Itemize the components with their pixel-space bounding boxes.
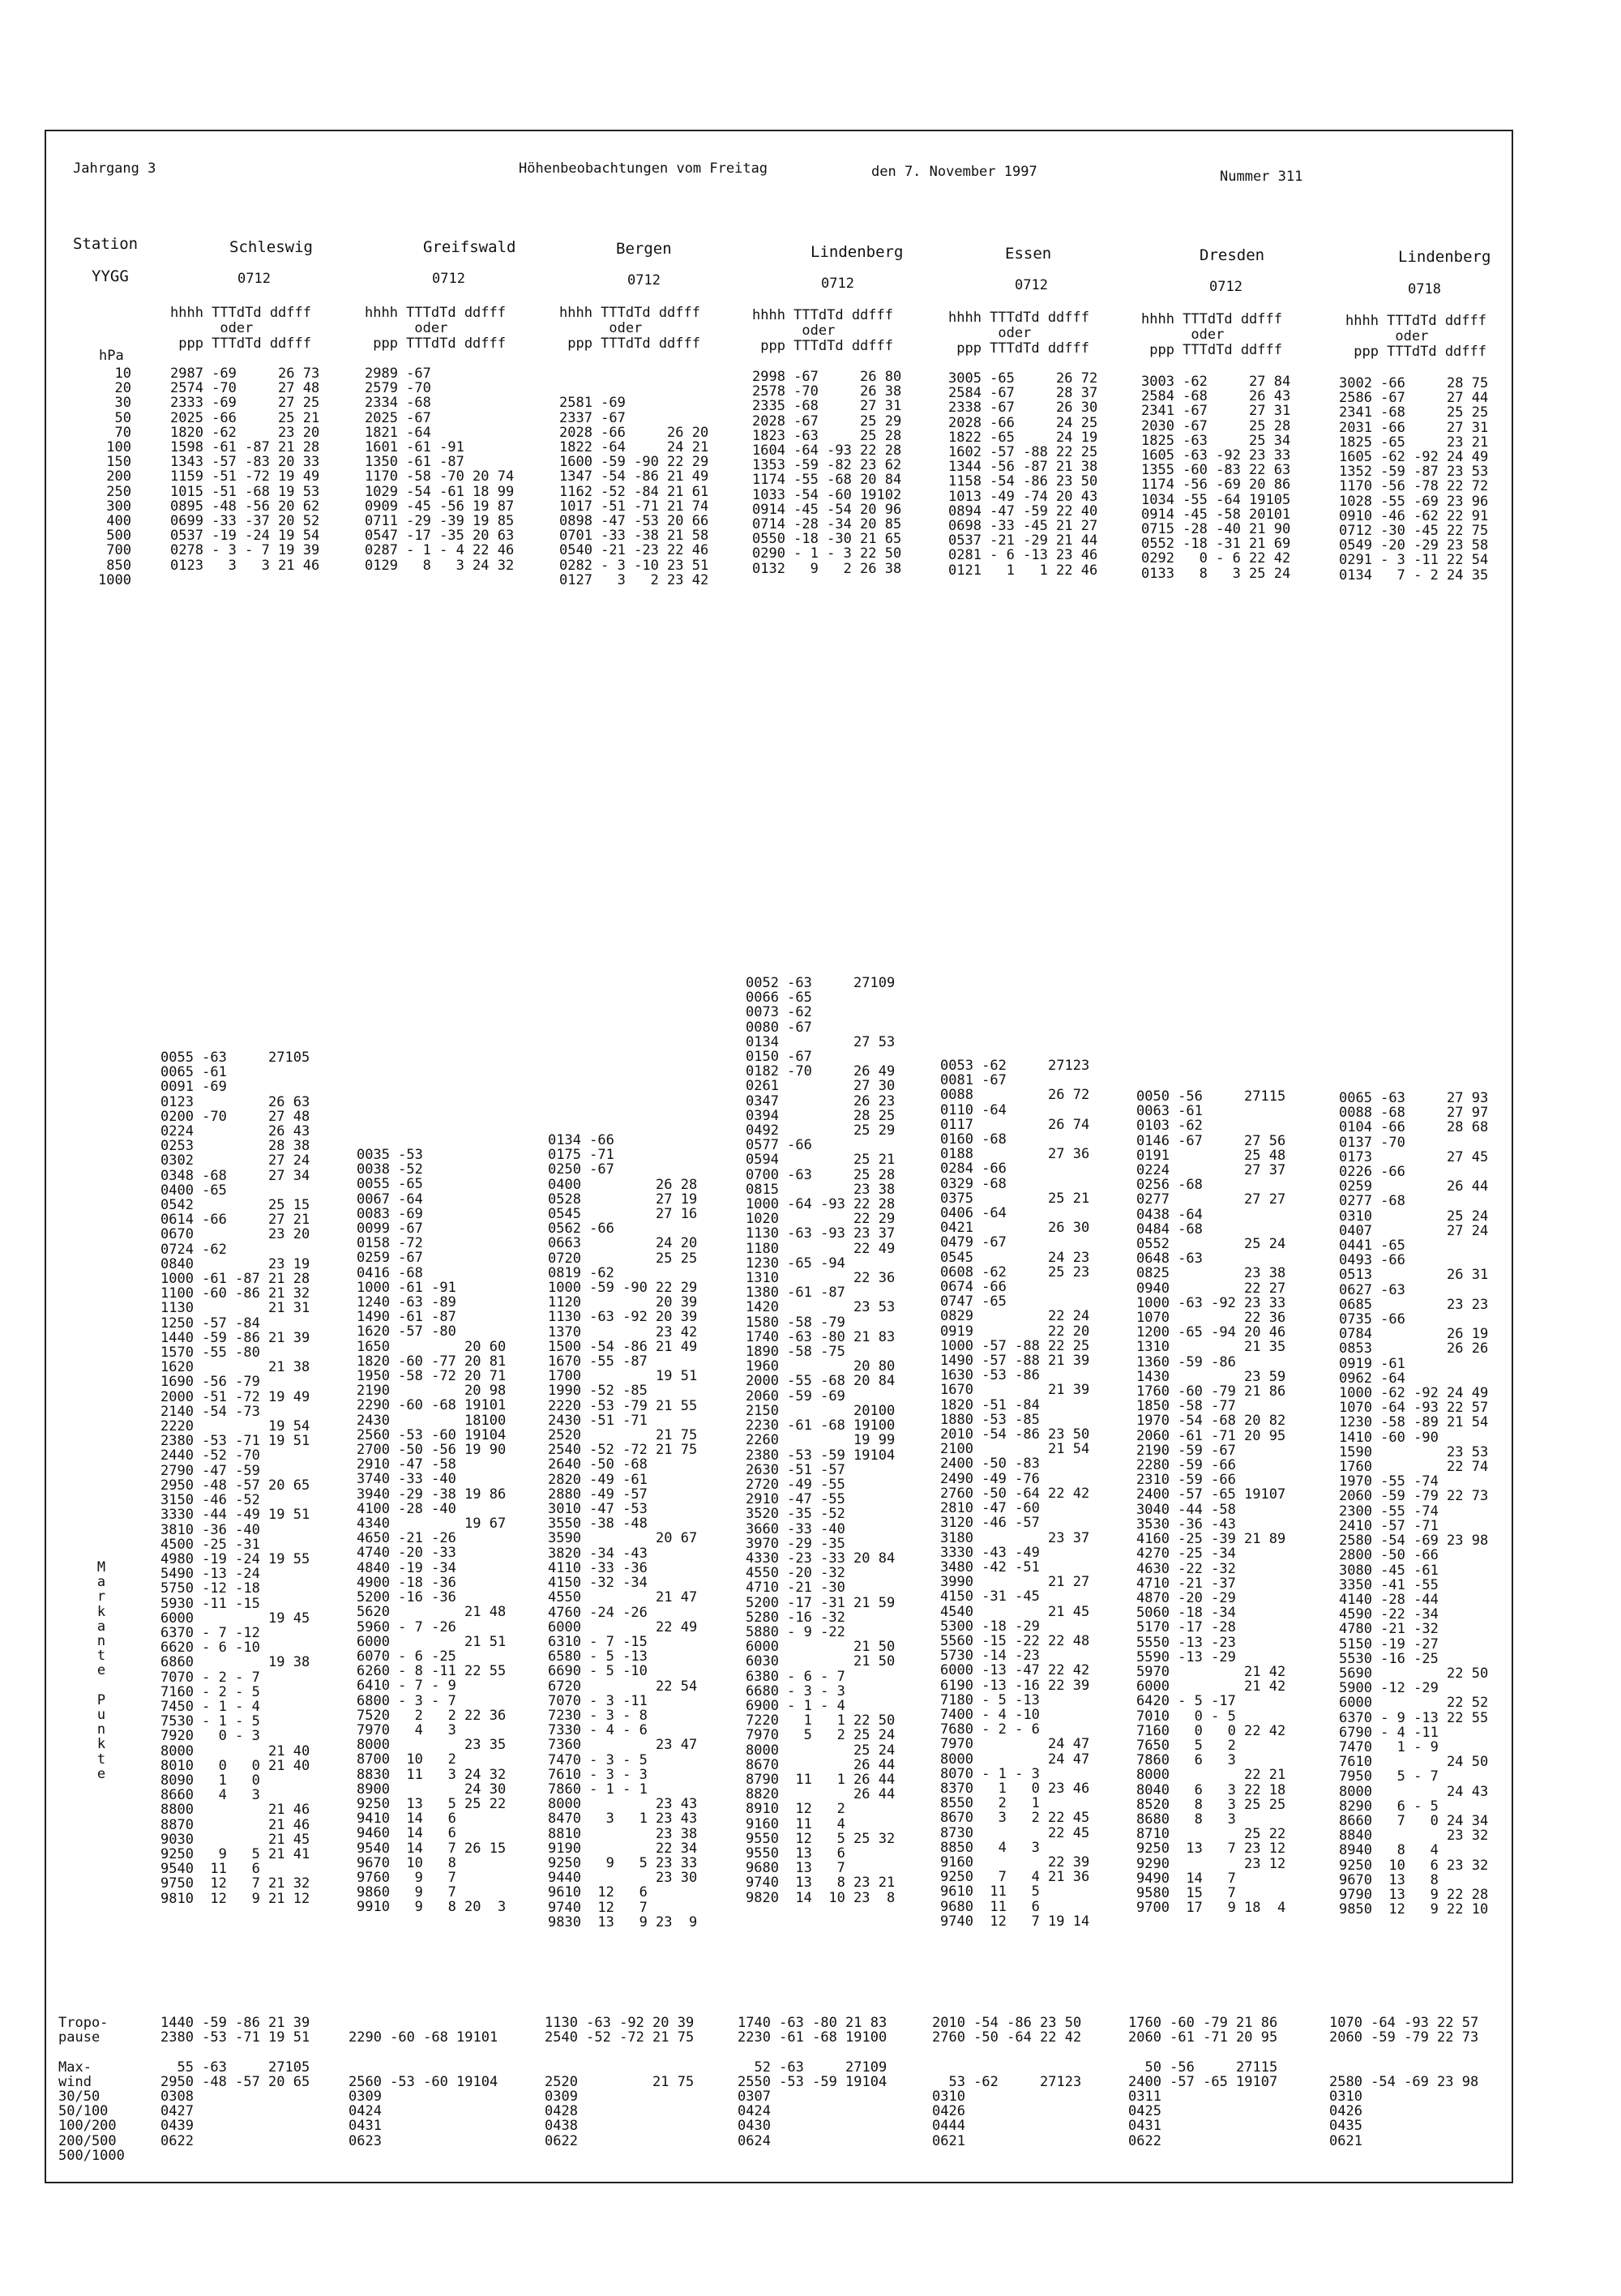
significant-points: 0134 -66 0175 -71 0250 -67 0400 26 28 0528 27 19 0545 27 16 0562 -66 0663 24 20 0720 25 25 0819 -62 1000 -59 -90 22 29 1120 20 39 1130 -63 -92 20 39 1370 23 42 1500 -54 -86 21 49 1670 -55 -87 1700 19 51 1990 -52 -85 2220 -53 -79 21 55 2430 -51 -71 2520 21 75 2540 -52 -72 21 75 2640 -50 -68 2820 -49 -61 2880 -49 -57 3010 -47 -53 3550 -38 -48 3590 20 67 3820 -34 -43 4110 -33 -36 4150 -32 -34 4550 21 47 4760 -24 -26 6000 22 49 6310 - 7 -15 6580 - 5 -13 6690 - 5 -10 6720 22 54 7070 - 3 -11 7230 - 3 - 8 7330 - 4 - 6 7360 23 47 7470 - 3 - 5 7610 - 3 - 3 7860 - 1 - 1 8000 23 43 8470 3 1 23 43 8810 23 38 9190 22 34 9250 9 5 23 33 9440 23 30 9610 12 6 9740 12 7 9830 13 9 23 9 — [548, 1132, 698, 1930]
tropopause-maxwind: 1760 -60 -79 21 86 2060 -61 -71 20 95 50 -56 27115 2400 -57 -65 19107 0311 0425 0431 0622 — [1128, 2015, 1278, 2149]
column-header: hhhh TTTdTd ddfff oder ppp TTTdTd ddfff — [365, 305, 506, 352]
station-yygg: 0718 — [1408, 281, 1441, 297]
station-label: Station — [73, 235, 139, 253]
significant-points: 0055 -63 27105 0065 -61 0091 -69 0123 26 63 0200 -70 27 48 0224 26 43 0253 28 38 0302 27 24 0348 -68 27 34 0400 -65 0542 25 15 0614 -66 27 21 0670 23 20 0724 -62 0840 23 19 1000 -61 -87 21 28 1100 -60 -86 21 32 1130 21 31 1250 -57 -84 1440 -59 -86 21 39 1570 -55 -80 1620 21 38 1690 -56 -79 2000 -51 -72 19 49 2140 -54 -73 2220 19 54 2380 -53 -71 19 51 2440 -52 -70 2790 -47 -59 2950 -48 -57 20 65 3150 -46 -52 3330 -44 -49 19 51 3810 -36 -40 4500 -25 -31 4980 -19 -24 19 55 5490 -13 -24 5750 -12 -18 5930 -11 -15 6000 19 45 6370 - 7 -12 6620 - 6 -10 6860 19 38 7070 - 2 - 7 7160 - 2 - 5 7450 - 1 - 4 7530 - 1 - 5 7920 0 - 3 8000 21 40 8010 0 0 21 40 8090 1 0 8660 4 3 8800 21 46 8870 21 46 9030 21 45 9250 9 5 21 41 9540 11 6 9750 12 7 21 32 9810 12 9 21 12 — [160, 1050, 310, 1907]
standard-levels: 3002 -66 28 75 2586 -67 27 44 2341 -68 25 25 2031 -66 27 31 1825 -65 23 21 1605 -62 -92 24 49 1352 -59 -87 23 53 1170 -56 -78 22 72 1028 -55 -69 23 96 0910 -46 -62 22 91 0712 -30 -45 22 75 0549 -20 -29 23 58 0291 - 3 -11 22 54 0134 7 - 2 24 35 — [1339, 375, 1489, 584]
significant-points: 0035 -53 0038 -52 0055 -65 0067 -64 0083 -69 0099 -67 0158 -72 0259 -67 0416 -68 1000 -61 -91 1240 -63 -89 1490 -61 -87 1620 -57 -80 1650 20 60 1820 -60 -77 20 81 1950 -58 -72 20 71 2190 20 98 2290 -60 -68 19101 2430 18100 2560 -53 -60 19104 2700 -50 -56 19 90 2910 -47 -58 3740 -33 -40 3940 -29 -38 19 86 4100 -28 -40 4340 19 67 4650 -21 -26 4740 -20 -33 4840 -19 -34 4900 -18 -36 5200 -16 -36 5620 21 48 5960 - 7 -26 6000 21 51 6070 - 6 -25 6260 - 8 -11 22 55 6410 - 7 - 9 6800 - 3 - 7 7520 2 2 22 36 7970 4 3 8000 23 35 8700 10 2 8830 11 3 24 32 8900 24 30 9250 13 5 25 22 9410 14 6 9460 14 6 9540 14 7 26 15 9670 10 8 9760 9 7 9860 9 7 9910 9 8 20 3 — [357, 1147, 507, 1916]
significant-points: 0050 -56 27115 0063 -61 0103 -62 0146 -67 27 56 0191 25 48 0224 27 37 0256 -68 0277 27 27 0438 -64 0484 -68 0552 25 24 0648 -63 0825 23 38 0940 22 27 1000 -63 -92 23 33 1070 22 36 1200 -65 -94 20 46 1310 21 35 1360 -59 -86 1430 23 59 1760 -60 -79 21 86 1850 -58 -77 1970 -54 -68 20 82 2060 -61 -71 20 95 2190 -59 -67 2280 -59 -66 2310 -59 -66 2400 -57 -65 19107 3040 -44 -58 3530 -36 -43 4160 -25 -39 21 89 4270 -25 -34 4630 -22 -32 4710 -21 -37 4870 -20 -29 5060 -18 -34 5170 -17 -28 5550 -13 -23 5590 -13 -29 5970 21 42 6000 21 42 6420 - 5 -17 7010 0 - 5 7160 0 0 22 42 7650 5 2 7860 6 3 8000 22 21 8040 6 3 22 18 8520 8 3 25 25 8680 8 3 8710 25 22 9250 13 7 23 12 9290 23 12 9490 14 7 9580 15 7 9700 17 9 18 4 — [1136, 1088, 1286, 1917]
column-header: hhhh TTTdTd ddfff oder ppp TTTdTd ddfff — [559, 305, 700, 352]
pressure-levels: 10 20 30 50 70 100 150 200 250 300 400 500 700 850 1000 — [98, 366, 131, 588]
station-name: Bergen — [616, 240, 672, 258]
volume-label: Jahrgang 3 — [73, 160, 156, 177]
column-header: hhhh TTTdTd ddfff oder ppp TTTdTd ddfff — [1141, 311, 1282, 358]
page-title: Höhenbeobachtungen vom Freitag — [519, 160, 768, 177]
significant-points: 0052 -63 27109 0066 -65 0073 -62 0080 -67 0134 27 53 0150 -67 0182 -70 26 49 0261 27 30 0347 26 23 0394 28 25 0492 25 29 0577 -66 0594 25 21 0700 -63 25 28 0815 23 38 1000 -64 -93 22 28 1020 22 29 1130 -63 -93 23 37 1180 22 49 1230 -65 -94 1310 22 36 1380 -61 -87 1420 23 53 1580 -58 -79 1740 -63 -80 21 83 1890 -58 -75 1960 20 80 2000 -55 -68 20 84 2060 -59 -69 2150 20100 2230 -61 -68 19100 2260 19 99 2380 -53 -59 19104 2630 -51 -57 2720 -49 -55 2910 -47 -55 3520 -35 -52 3660 -33 -40 3970 -29 -35 4330 -23 -33 20 84 4550 -20 -32 4710 -21 -30 5200 -17 -31 21 59 5280 -16 -32 5880 - 9 -22 6000 21 50 6030 21 50 6380 - 6 - 7 6680 - 3 - 3 6900 - 1 - 4 7220 1 1 22 50 7970 5 2 25 24 8000 25 24 8670 26 44 8790 11 1 26 44 8820 26 44 8910 12 2 9160 11 4 9550 12 5 25 32 9550 13 6 9680 13 7 9740 13 8 23 21 9820 14 10 23 8 — [746, 975, 896, 1906]
standard-levels: 3003 -62 27 84 2584 -68 26 43 2341 -67 27 31 2030 -67 25 28 1825 -63 25 34 1605 -63 -92 23 33 1355 -60 -83 22 63 1174 -56 -69 20 86 1034 -55 -64 19105 0914 -45 -58 20101 0715 -28 -40 21 90 0552 -18 -31 21 69 0292 0 - 6 22 42 0133 8 3 25 24 — [1141, 374, 1291, 582]
station-yygg: 0712 — [432, 271, 465, 287]
tropopause-maxwind: 1740 -63 -80 21 83 2230 -61 -68 19100 52 -63 27109 2550 -53 -59 19104 0307 0424 0430 0624 — [738, 2015, 887, 2149]
column-header: hhhh TTTdTd ddfff oder ppp TTTdTd ddfff — [1345, 313, 1486, 360]
station-name: Greifswald — [423, 238, 516, 256]
hpa-label: hPa — [99, 348, 124, 364]
tropopause-maxwind: 1130 -63 -92 20 39 2540 -52 -72 21 75 2520 21 75 0309 0428 0438 0622 — [545, 2015, 695, 2149]
significant-points: 0053 -62 27123 0081 -67 0088 26 72 0110 -64 0117 26 74 0160 -68 0188 27 36 0284 -66 0329 -68 0375 25 21 0406 -64 0421 26 30 0479 -67 0545 24 23 0608 -62 25 23 0674 -66 0747 -65 0829 22 24 0919 22 20 1000 -57 -88 22 25 1490 -57 -88 21 39 1630 -53 -86 1670 21 39 1820 -51 -84 1880 -53 -85 2010 -54 -86 23 50 2100 21 54 2400 -50 -83 2490 -49 -76 2760 -50 -64 22 42 2810 -47 -60 3120 -46 -57 3180 23 37 3330 -43 -49 3480 -42 -51 3990 21 27 4150 -31 -45 4540 21 45 5300 -18 -29 5560 -15 -22 22 48 5730 -14 -23 6000 -13 -47 22 42 6190 -13 -16 22 39 7180 - 5 -13 7400 - 4 -10 7680 - 2 - 6 7970 24 47 8000 24 47 8070 - 1 - 3 8370 1 0 23 46 8550 2 1 8670 3 2 22 45 8730 22 45 8850 4 3 9160 22 39 9250 7 4 21 36 9610 11 5 9680 11 6 9740 12 7 19 14 — [940, 1058, 1090, 1930]
significant-points: 0065 -63 27 93 0088 -68 27 97 0104 -66 28 68 0137 -70 0173 27 45 0226 -66 0259 26 44 0277 -68 0310 25 24 0407 27 24 0441 -65 0493 -66 0513 26 31 0627 -63 0685 23 23 0735 -66 0784 26 19 0853 26 26 0919 -61 0962 -64 1000 -62 -92 24 49 1070 -64 -93 22 57 1230 -58 -89 21 54 1410 -60 -90 1590 23 53 1760 22 74 1970 -55 -74 2060 -59 -79 22 73 2300 -55 -74 2410 -57 -71 2580 -54 -69 23 98 2800 -50 -66 3080 -45 -61 3350 -41 -55 4140 -28 -44 4590 -22 -34 4780 -21 -32 5150 -19 -27 5530 -16 -25 5690 22 50 5900 -12 -29 6000 22 52 6370 - 9 -13 22 55 6790 - 4 -11 7470 1 - 9 7610 24 50 7950 5 - 7 8000 24 43 8290 6 - 5 8660 7 0 24 34 8840 23 32 8940 8 4 9250 10 6 23 32 9670 13 8 9790 13 9 22 28 9850 12 9 22 10 — [1339, 1090, 1489, 1918]
station-yygg: 0712 — [237, 271, 271, 287]
station-name: Essen — [1005, 245, 1052, 263]
column-header: hhhh TTTdTd ddfff oder ppp TTTdTd ddfff — [170, 305, 311, 352]
standard-levels: 2581 -69 2337 -67 2028 -66 26 20 1822 -64 24 21 1600 -59 -90 22 29 1347 -54 -86 21 49 1162 -52 -84 21 61 1017 -51 -71 21 74 0898 -47 -53 20 66 0701 -33 -38 21 58 0540 -21 -23 22 46 0282 - 3 -10 23 51 0127 3 2 23 42 — [559, 395, 709, 588]
tropopause-maxwind: 2010 -54 -86 23 50 2760 -50 -64 22 42 53 -62 27123 0310 0426 0444 0621 — [932, 2015, 1082, 2149]
standard-levels: 2989 -67 2579 -70 2334 -68 2025 -67 1821 -64 1601 -61 -91 1350 -61 -87 1170 -58 -70 20 74 1029 -54 -61 18 99 0909 -45 -56 19 87 0711 -29 -39 19 85 0547 -17 -35 20 63 0287 - 1 - 4 22 46 0129 8 3 24 32 — [365, 366, 515, 574]
standard-levels: 2987 -69 26 73 2574 -70 27 48 2333 -69 27 25 2025 -66 25 21 1820 -62 23 20 1598 -61 -87 21 28 1343 -57 -83 20 33 1159 -51 -72 19 49 1015 -51 -68 19 53 0895 -48 -56 20 62 0699 -33 -37 20 52 0537 -19 -24 19 54 0278 - 3 - 7 19 39 0123 3 3 21 46 — [170, 366, 320, 574]
tropopause-maxwind: 1070 -64 -93 22 57 2060 -59 -79 22 73 2580 -54 -69 23 98 0310 0426 0435 0621 — [1329, 2015, 1479, 2149]
column-header: hhhh TTTdTd ddfff oder ppp TTTdTd ddfff — [948, 310, 1089, 357]
markante-punkte-label: M a r k a n t e P u n k t e — [96, 1559, 106, 1782]
station-name: Lindenberg — [810, 243, 904, 261]
station-yygg: 0712 — [627, 272, 661, 289]
yygg-label: YYGG — [92, 267, 129, 285]
station-name: Dresden — [1200, 246, 1265, 264]
tropopause-maxwind: 1440 -59 -86 21 39 2380 -53 -71 19 51 55 -63 27105 2950 -48 -57 20 65 0308 0427 0439 0622 — [160, 2015, 310, 2149]
station-yygg: 0712 — [821, 276, 854, 292]
station-name: Lindenberg — [1398, 248, 1491, 266]
station-yygg: 0712 — [1209, 279, 1242, 295]
issue-number: Nummer 311 — [1220, 169, 1303, 185]
standard-levels: 2998 -67 26 80 2578 -70 26 38 2335 -68 27 31 2028 -67 25 29 1823 -63 25 28 1604 -64 -93 22 28 1353 -59 -82 23 62 1174 -55 -68 20 84 1033 -54 -60 19102 0914 -45 -54 20 96 0714 -28 -34 20 85 0550 -18 -30 21 65 0290 - 1 - 3 22 50 0132 9 2 26 38 — [752, 369, 902, 577]
tropopause-maxwind: 2290 -60 -68 19101 2560 -53 -60 19104 0309 0424 0431 0623 — [349, 2029, 498, 2149]
bottom-labels: Tropo- pause Max- wind 30/50 50/100 100/200 200/500 500/1000 — [58, 2015, 125, 2164]
station-name: Schleswig — [229, 238, 313, 256]
station-yygg: 0712 — [1015, 277, 1048, 293]
date-label: den 7. November 1997 — [871, 164, 1037, 180]
column-header: hhhh TTTdTd ddfff oder ppp TTTdTd ddfff — [752, 307, 893, 354]
standard-levels: 3005 -65 26 72 2584 -67 28 37 2338 -67 26 30 2028 -66 24 25 1822 -65 24 19 1602 -57 -88 22 25 1344 -56 -87 21 38 1158 -54 -86 23 50 1013 -49 -74 20 43 0894 -47 -59 22 40 0698 -33 -45 21 27 0537 -21 -29 21 44 0281 - 6 -13 23 46 0121 1 1 22 46 — [948, 370, 1098, 579]
